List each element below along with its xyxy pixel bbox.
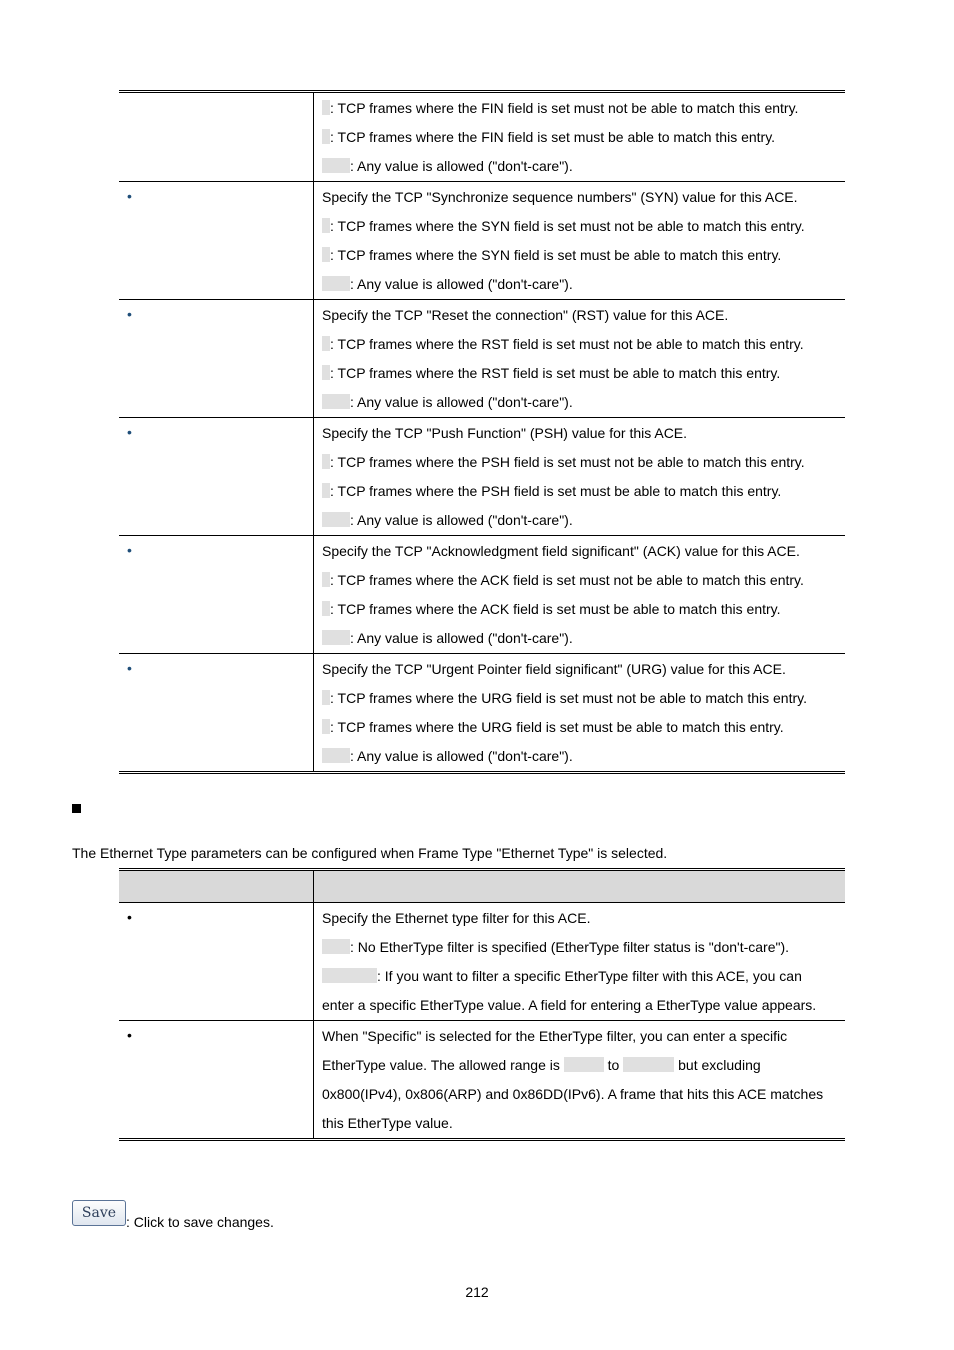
row-description-cell <box>314 536 846 654</box>
range-text-after: but excluding <box>674 1057 761 1073</box>
option-value-field <box>322 601 330 616</box>
description-text: : TCP frames where the PSH field is set must not be able to match this entry. <box>330 454 805 470</box>
description-text: : TCP frames where the FIN field is set must be able to match this entry. <box>330 129 776 145</box>
bullet-icon: • <box>127 909 132 925</box>
description-line <box>314 506 845 535</box>
row-description-cell <box>314 903 846 1021</box>
option-value-field <box>322 218 330 233</box>
description-text: When "Specific" is selected for the EtherType filter, you can enter a specific <box>322 1028 788 1044</box>
description-text: : TCP frames where the URG field is set must be able to match this entry. <box>330 719 784 735</box>
description-line <box>314 1109 845 1138</box>
description-text: : TCP frames where the SYN field is set must not be able to match this entry. <box>330 218 805 234</box>
table-row <box>119 536 845 654</box>
option-value-field <box>322 630 350 645</box>
description-line <box>314 94 845 123</box>
description-line <box>314 991 845 1020</box>
row-object-cell <box>119 418 314 536</box>
description-line <box>314 537 845 566</box>
ethernet-type-intro: The Ethernet Type parameters can be configured when Frame Type "Ethernet Type" is selected. <box>72 845 668 861</box>
table-row <box>119 654 845 773</box>
option-value-field <box>322 719 330 734</box>
description-text: : TCP frames where the PSH field is set must be able to match this entry. <box>330 483 782 499</box>
description-text: Specify the TCP "Push Function" (PSH) value for this ACE. <box>322 425 688 441</box>
option-value-field <box>322 483 330 498</box>
option-value-field <box>322 394 350 409</box>
row-object-cell <box>119 1021 314 1140</box>
tcp-flags-table <box>119 90 845 774</box>
page-number: 212 <box>465 1284 489 1300</box>
option-value-field <box>322 365 330 380</box>
description-text: Specify the TCP "Acknowledgment field significant" (ACK) value for this ACE. <box>322 543 800 559</box>
description-line <box>314 448 845 477</box>
option-value-field <box>322 100 330 115</box>
description-text: : TCP frames where the URG field is set must not be able to match this entry. <box>330 690 807 706</box>
description-line <box>314 419 845 448</box>
bullet-icon <box>119 93 313 122</box>
row-description-cell <box>314 654 846 773</box>
row-description-cell <box>314 182 846 300</box>
description-line <box>314 1022 845 1051</box>
description-text: this EtherType value. <box>322 1115 453 1131</box>
description-text: : TCP frames where the RST field is set must be able to match this entry. <box>330 365 781 381</box>
description-line <box>314 962 845 991</box>
table-row <box>119 418 845 536</box>
range-text-before: EtherType value. The allowed range is <box>322 1057 564 1073</box>
description-line <box>314 212 845 241</box>
description-line <box>314 566 845 595</box>
header-cell-description <box>314 870 846 903</box>
table-row <box>119 182 845 300</box>
description-text: : TCP frames where the SYN field is set must be able to match this entry. <box>330 247 782 263</box>
description-line <box>314 684 845 713</box>
description-text: Specify the Ethernet type filter for this ACE. <box>322 910 591 926</box>
description-text: : TCP frames where the ACK field is set must be able to match this entry. <box>330 601 781 617</box>
description-line <box>314 330 845 359</box>
row-object-cell <box>119 92 314 182</box>
bullet-icon: • <box>127 424 132 440</box>
description-line <box>314 241 845 270</box>
description-line <box>314 270 845 299</box>
option-value-field <box>322 748 350 763</box>
table-header-row <box>119 870 845 903</box>
bullet-icon: • <box>127 306 132 322</box>
option-value-field <box>322 512 350 527</box>
option-value-field <box>322 158 350 173</box>
description-line <box>314 359 845 388</box>
section-bullet-square <box>72 804 81 813</box>
description-line <box>314 1080 845 1109</box>
option-value-field <box>322 129 330 144</box>
description-text: 0x800(IPv4), 0x806(ARP) and 0x86DD(IPv6). A frame that hits this ACE matches <box>322 1086 824 1102</box>
description-line <box>314 301 845 330</box>
row-object-cell <box>119 182 314 300</box>
description-text: : TCP frames where the FIN field is set must not be able to match this entry. <box>330 100 799 116</box>
bullet-icon: • <box>127 1027 132 1043</box>
description-text: : No EtherType filter is specified (EtherType filter status is "don't-care"). <box>350 939 790 955</box>
description-text: Specify the TCP "Reset the connection" (RST) value for this ACE. <box>322 307 729 323</box>
description-line <box>314 477 845 506</box>
save-description: : Click to save changes. <box>126 1214 274 1230</box>
description-line <box>314 123 845 152</box>
description-text: : Any value is allowed ("don't-care"). <box>350 748 573 764</box>
table-row <box>119 92 845 182</box>
table-row <box>119 903 845 1021</box>
row-description-cell <box>314 418 846 536</box>
description-text: : TCP frames where the RST field is set must not be able to match this entry. <box>330 336 804 352</box>
option-value-field <box>322 572 330 587</box>
row-object-cell <box>119 903 314 1021</box>
row-object-cell <box>119 654 314 773</box>
description-line <box>314 742 845 771</box>
description-line <box>314 388 845 417</box>
description-line <box>314 904 845 933</box>
description-line <box>314 1051 845 1080</box>
option-value-field <box>322 454 330 469</box>
row-description-cell <box>314 1021 846 1140</box>
description-text: : Any value is allowed ("don't-care"). <box>350 394 573 410</box>
save-button[interactable]: Save <box>72 1200 126 1226</box>
header-cell-object <box>119 870 314 903</box>
range-text-mid: to <box>603 1057 624 1073</box>
description-text: : If you want to filter a specific EtherType filter with this ACE, you can <box>377 968 802 984</box>
description-text: : Any value is allowed ("don't-care"). <box>350 276 573 292</box>
description-line <box>314 183 845 212</box>
option-value-field <box>322 939 350 954</box>
description-text: : Any value is allowed ("don't-care"). <box>350 512 573 528</box>
option-value-field <box>322 690 330 705</box>
description-line <box>314 595 845 624</box>
description-line <box>314 152 845 181</box>
ethernet-type-table <box>119 868 845 1141</box>
description-line <box>314 624 845 653</box>
bullet-icon: • <box>127 188 132 204</box>
table-row <box>119 1021 845 1140</box>
table-row <box>119 300 845 418</box>
description-text: Specify the TCP "Synchronize sequence numbers" (SYN) value for this ACE. <box>322 189 798 205</box>
description-text: : TCP frames where the ACK field is set must not be able to match this entry. <box>330 572 804 588</box>
row-description-cell <box>314 92 846 182</box>
description-text: Specify the TCP "Urgent Pointer field significant" (URG) value for this ACE. <box>322 661 786 677</box>
row-object-cell <box>119 536 314 654</box>
description-line <box>314 713 845 742</box>
bullet-icon: • <box>127 542 132 558</box>
range-max-value-field <box>623 1057 674 1072</box>
option-value-field <box>322 276 350 291</box>
bullet-icon: • <box>127 660 132 676</box>
row-description-cell <box>314 300 846 418</box>
description-text: : Any value is allowed ("don't-care"). <box>350 158 573 174</box>
description-line <box>314 933 845 962</box>
description-text: : Any value is allowed ("don't-care"). <box>350 630 573 646</box>
option-value-field <box>322 247 330 262</box>
row-object-cell <box>119 300 314 418</box>
option-value-field <box>322 336 330 351</box>
description-text: enter a specific EtherType value. A field for entering a EtherType value appears. <box>322 997 817 1013</box>
description-line <box>314 655 845 684</box>
option-value-field <box>322 968 377 983</box>
range-min-value-field <box>564 1057 604 1072</box>
